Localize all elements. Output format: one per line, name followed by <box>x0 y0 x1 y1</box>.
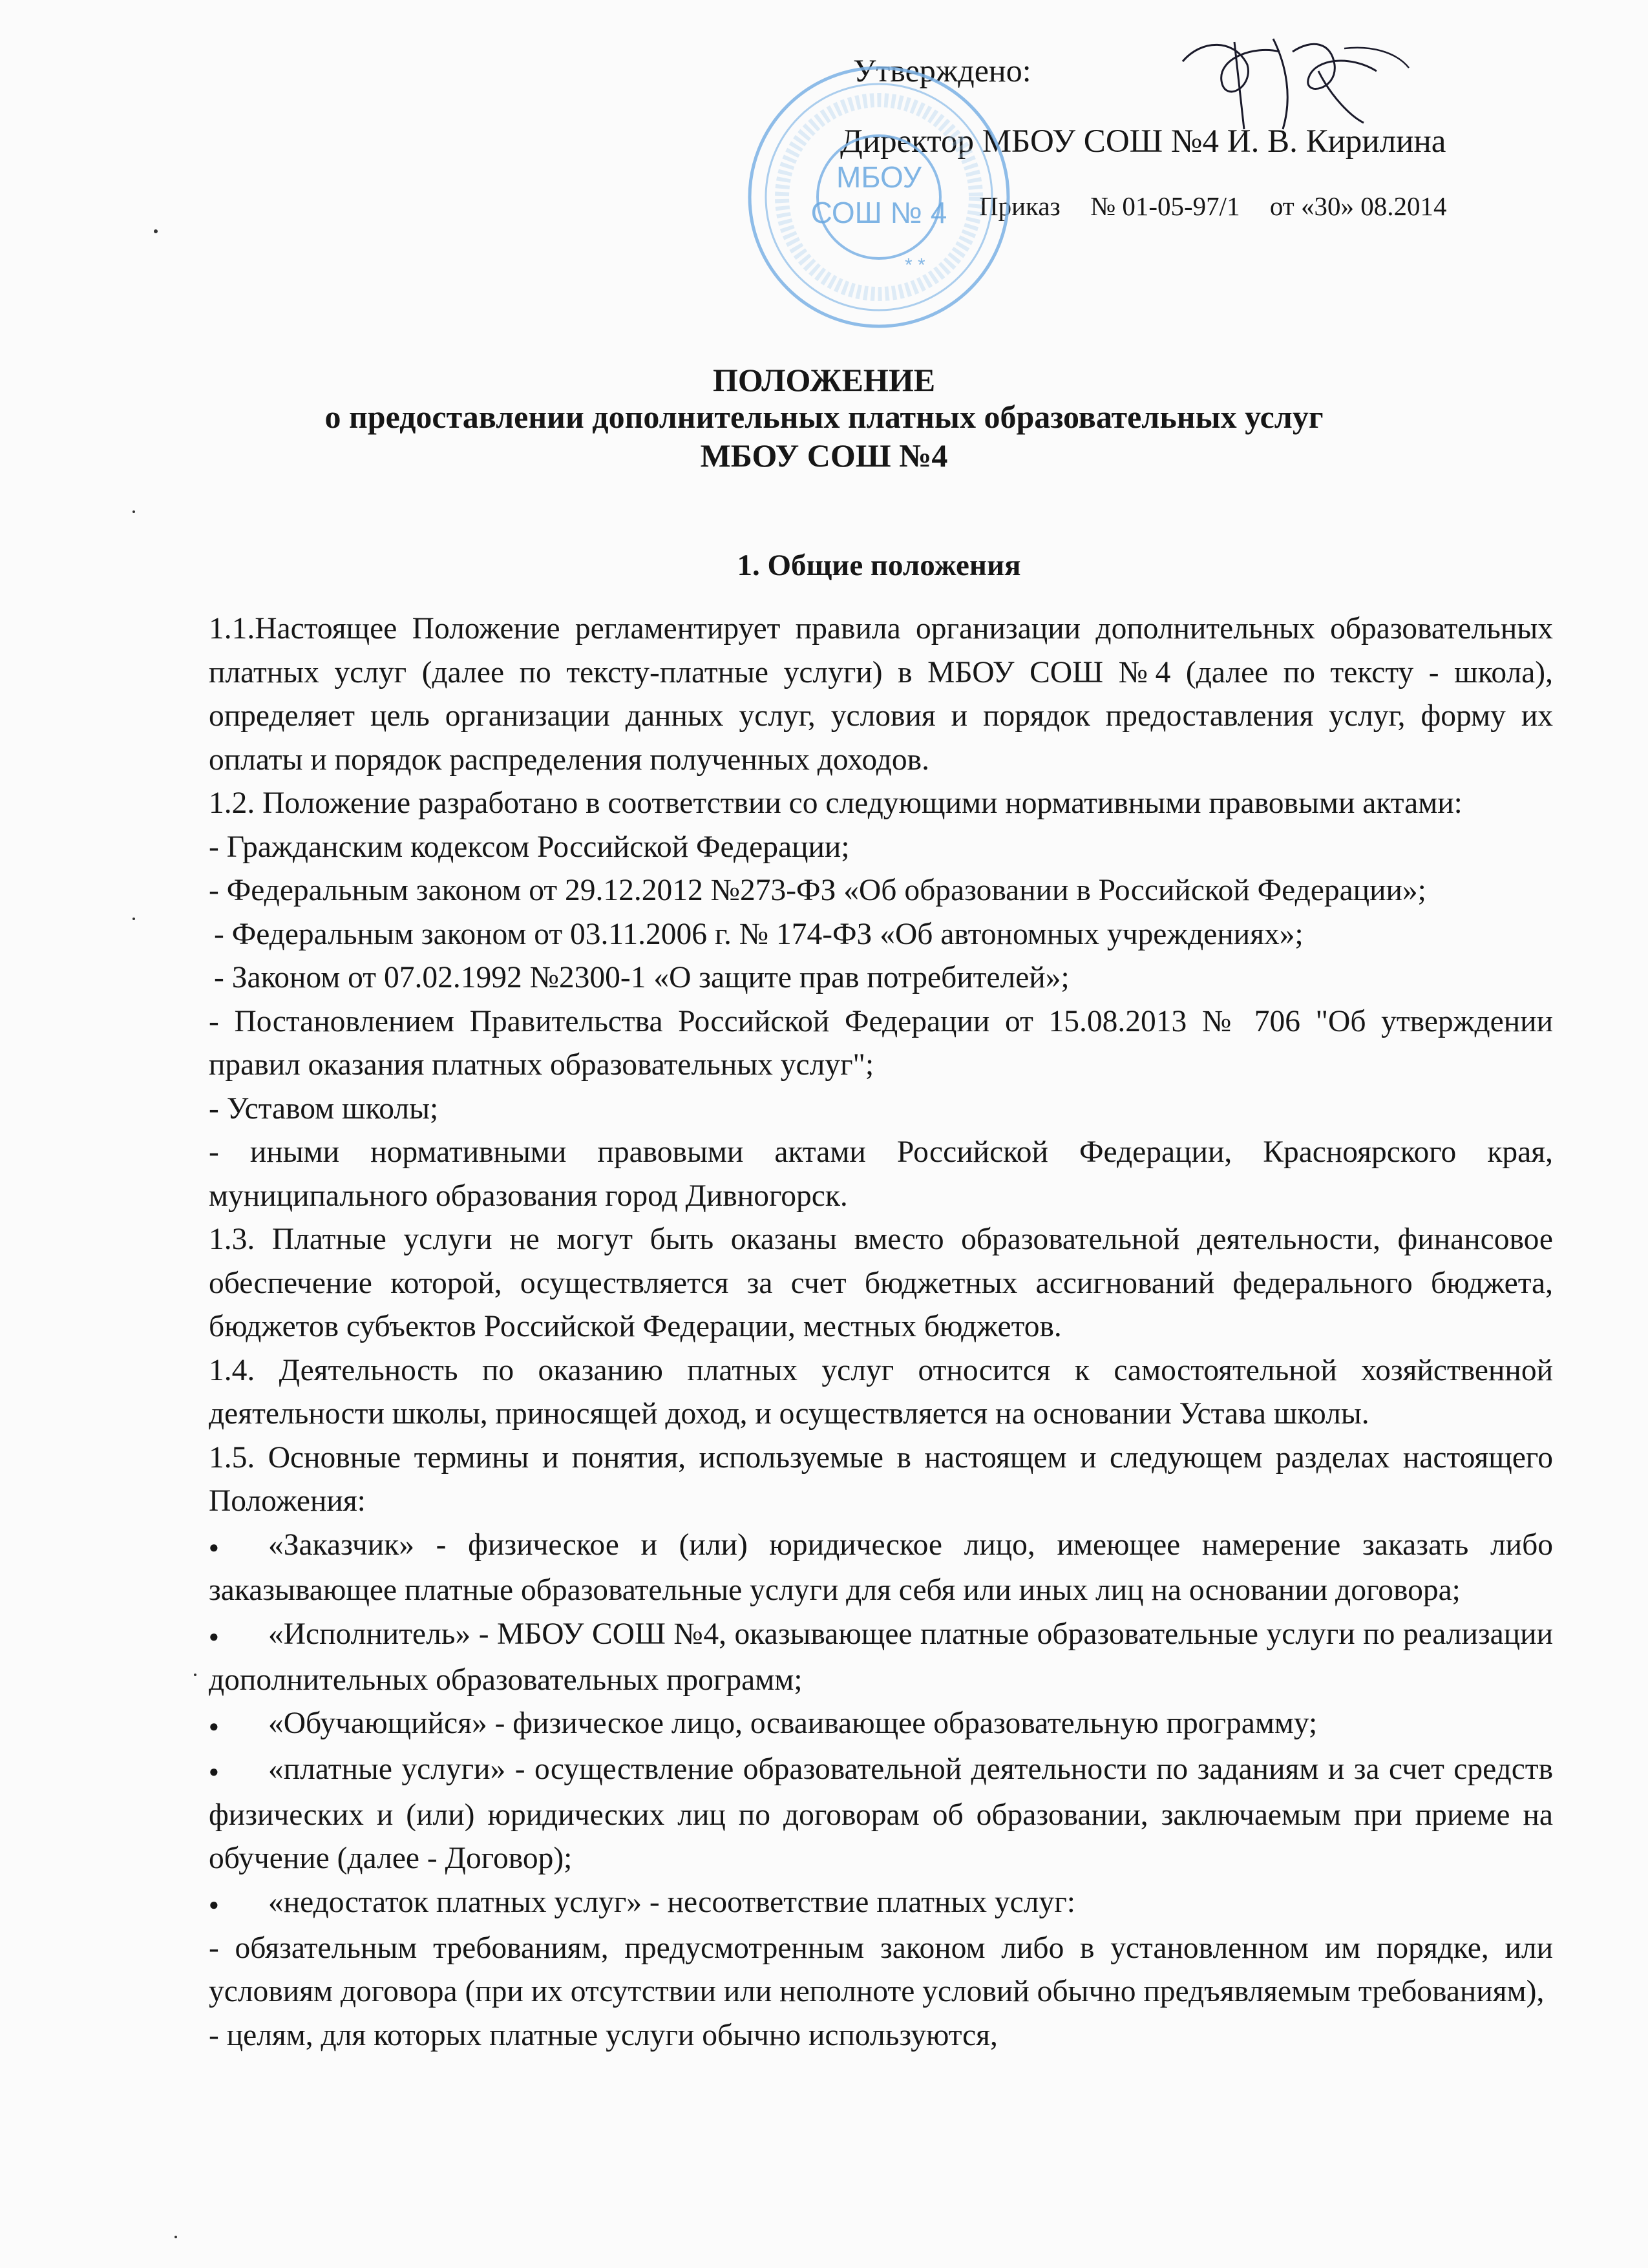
bullet-icon: ● <box>209 1716 219 1736</box>
approval-director: Директор МБОУ СОШ №4 И. В. Кирилина <box>840 123 1446 160</box>
term-item <box>209 1702 1553 1748</box>
term-item <box>209 1881 1553 1927</box>
approval-title: Утверждено: <box>853 52 1031 89</box>
scan-speck <box>194 1674 196 1676</box>
act-item: - Законом от 07.02.1992 №2300-1 «О защите прав потребителей»; <box>214 961 1070 994</box>
director-signature <box>1163 26 1435 136</box>
bullet-icon: ● <box>209 1537 219 1557</box>
document-body <box>209 607 1553 2057</box>
bullet-icon: ● <box>209 1762 219 1781</box>
order-number: № 01-05-97/1 <box>1090 191 1240 221</box>
bullet-icon: ● <box>209 1895 219 1915</box>
term-item <box>209 1613 1553 1702</box>
term-text: «Исполнитель» - МБОУ СОШ №4, оказывающее платные образовательные услуги по реализации дополнительных образовательных программ; <box>209 1617 1553 1697</box>
act-item: - Постановлением Правительства Российской Федерации от 15.08.2013 № 706 "Об утверждении правил оказания платных образовательных услуг"; <box>209 1004 1553 1082</box>
term-item <box>209 1748 1553 1881</box>
term-text: «Обучающийся» - физическое лицо, осваивающее образовательную программу; <box>268 1706 1318 1741</box>
order-label: Приказ <box>979 191 1061 221</box>
act-item: - Уставом школы; <box>209 1091 439 1126</box>
term-text: «Заказчик» - физическое и (или) юридическое лицо, имеющее намерение заказать либо заказывающее платные образовательные услуги для себя или иных лиц на основании договора; <box>209 1528 1553 1608</box>
document-title: ПОЛОЖЕНИЕ <box>712 362 936 398</box>
seal-text-2: СОШ № 4 <box>810 196 947 229</box>
deficiency-item: - обязательным требованиям, предусмотренным законом либо в установленном им порядке, или условиям договора (при их отсутствии или неполноте условий обычно предъявляемым требованиям), <box>209 1931 1553 2009</box>
school-seal <box>743 61 1015 333</box>
deficiency-item: - целям, для которых платные услуги обычно используются, <box>209 2018 998 2052</box>
act-item: - Федеральным законом от 29.12.2012 №273-ФЗ «Об образовании в Российской Федерации»; <box>209 874 1426 907</box>
approval-order <box>979 191 1470 222</box>
seal-text-1: МБОУ <box>836 160 922 194</box>
paragraph-1-2: 1.2. Положение разработано в соответствии со следующими нормативными правовыми актами: <box>209 786 1463 820</box>
paragraph-1-4: 1.4. Деятельность по оказанию платных услуг относится к самостоятельной хозяйственной деятельности школы, приносящей доход, и осуществляется на основании Устава школы. <box>209 1353 1553 1431</box>
scan-speck <box>132 510 135 513</box>
term-item <box>209 1524 1553 1613</box>
paragraph-1-1: 1.1.Настоящее Положение регламентирует правила организации дополнительных образовательных платных услуг (далее по тексту-платные услуги) в МБОУ СОШ №4 (далее по тексту - школа), определяет цель организации данных услуг, условия и порядок предоставления услуг, форму их оплаты и порядок распределения полученных доходов. <box>209 612 1553 777</box>
act-item: - Гражданским кодексом Российской Федерации; <box>209 830 850 864</box>
act-item: - иными нормативными правовыми актами Российской Федерации, Красноярского края, муниципального образования город Дивногорск. <box>209 1135 1553 1213</box>
scan-speck <box>174 2236 177 2238</box>
document-subtitle: о предоставлении дополнительных платных образовательных услуг <box>324 399 1324 435</box>
term-text: «недостаток платных услуг» - несоответствие платных услуг: <box>268 1885 1075 1919</box>
bullet-icon: ● <box>209 1627 219 1646</box>
scan-speck <box>132 918 135 920</box>
paragraph-1-3: 1.3. Платные услуги не могут быть оказаны вместо образовательной деятельности, финансовое обеспечение которой, осуществляется за счет бюджетных ассигнований федерального бюджета, бюджетов субъектов Российской Федерации, местных бюджетов. <box>209 1223 1553 1343</box>
term-text: «платные услуги» - осуществление образовательной деятельности по заданиям и за счет средств физических и (или) юридических лиц по договорам об образовании, заключаемым при приеме на обучение (далее - Договор); <box>209 1752 1553 1876</box>
paragraph-1-5: 1.5. Основные термины и понятия, используемые в настоящем и следующем разделах настоящего Положения: <box>209 1440 1553 1518</box>
scan-speck <box>154 229 158 233</box>
document-org: МБОУ СОШ №4 <box>700 437 948 474</box>
order-date: от «30» 08.2014 <box>1269 191 1447 221</box>
act-item: - Федеральным законом от 03.11.2006 г. № 174-ФЗ «Об автономных учреждениях»; <box>214 917 1304 951</box>
svg-text:* *: * * <box>905 255 925 276</box>
section-heading: 1. Общие положения <box>737 549 1021 582</box>
